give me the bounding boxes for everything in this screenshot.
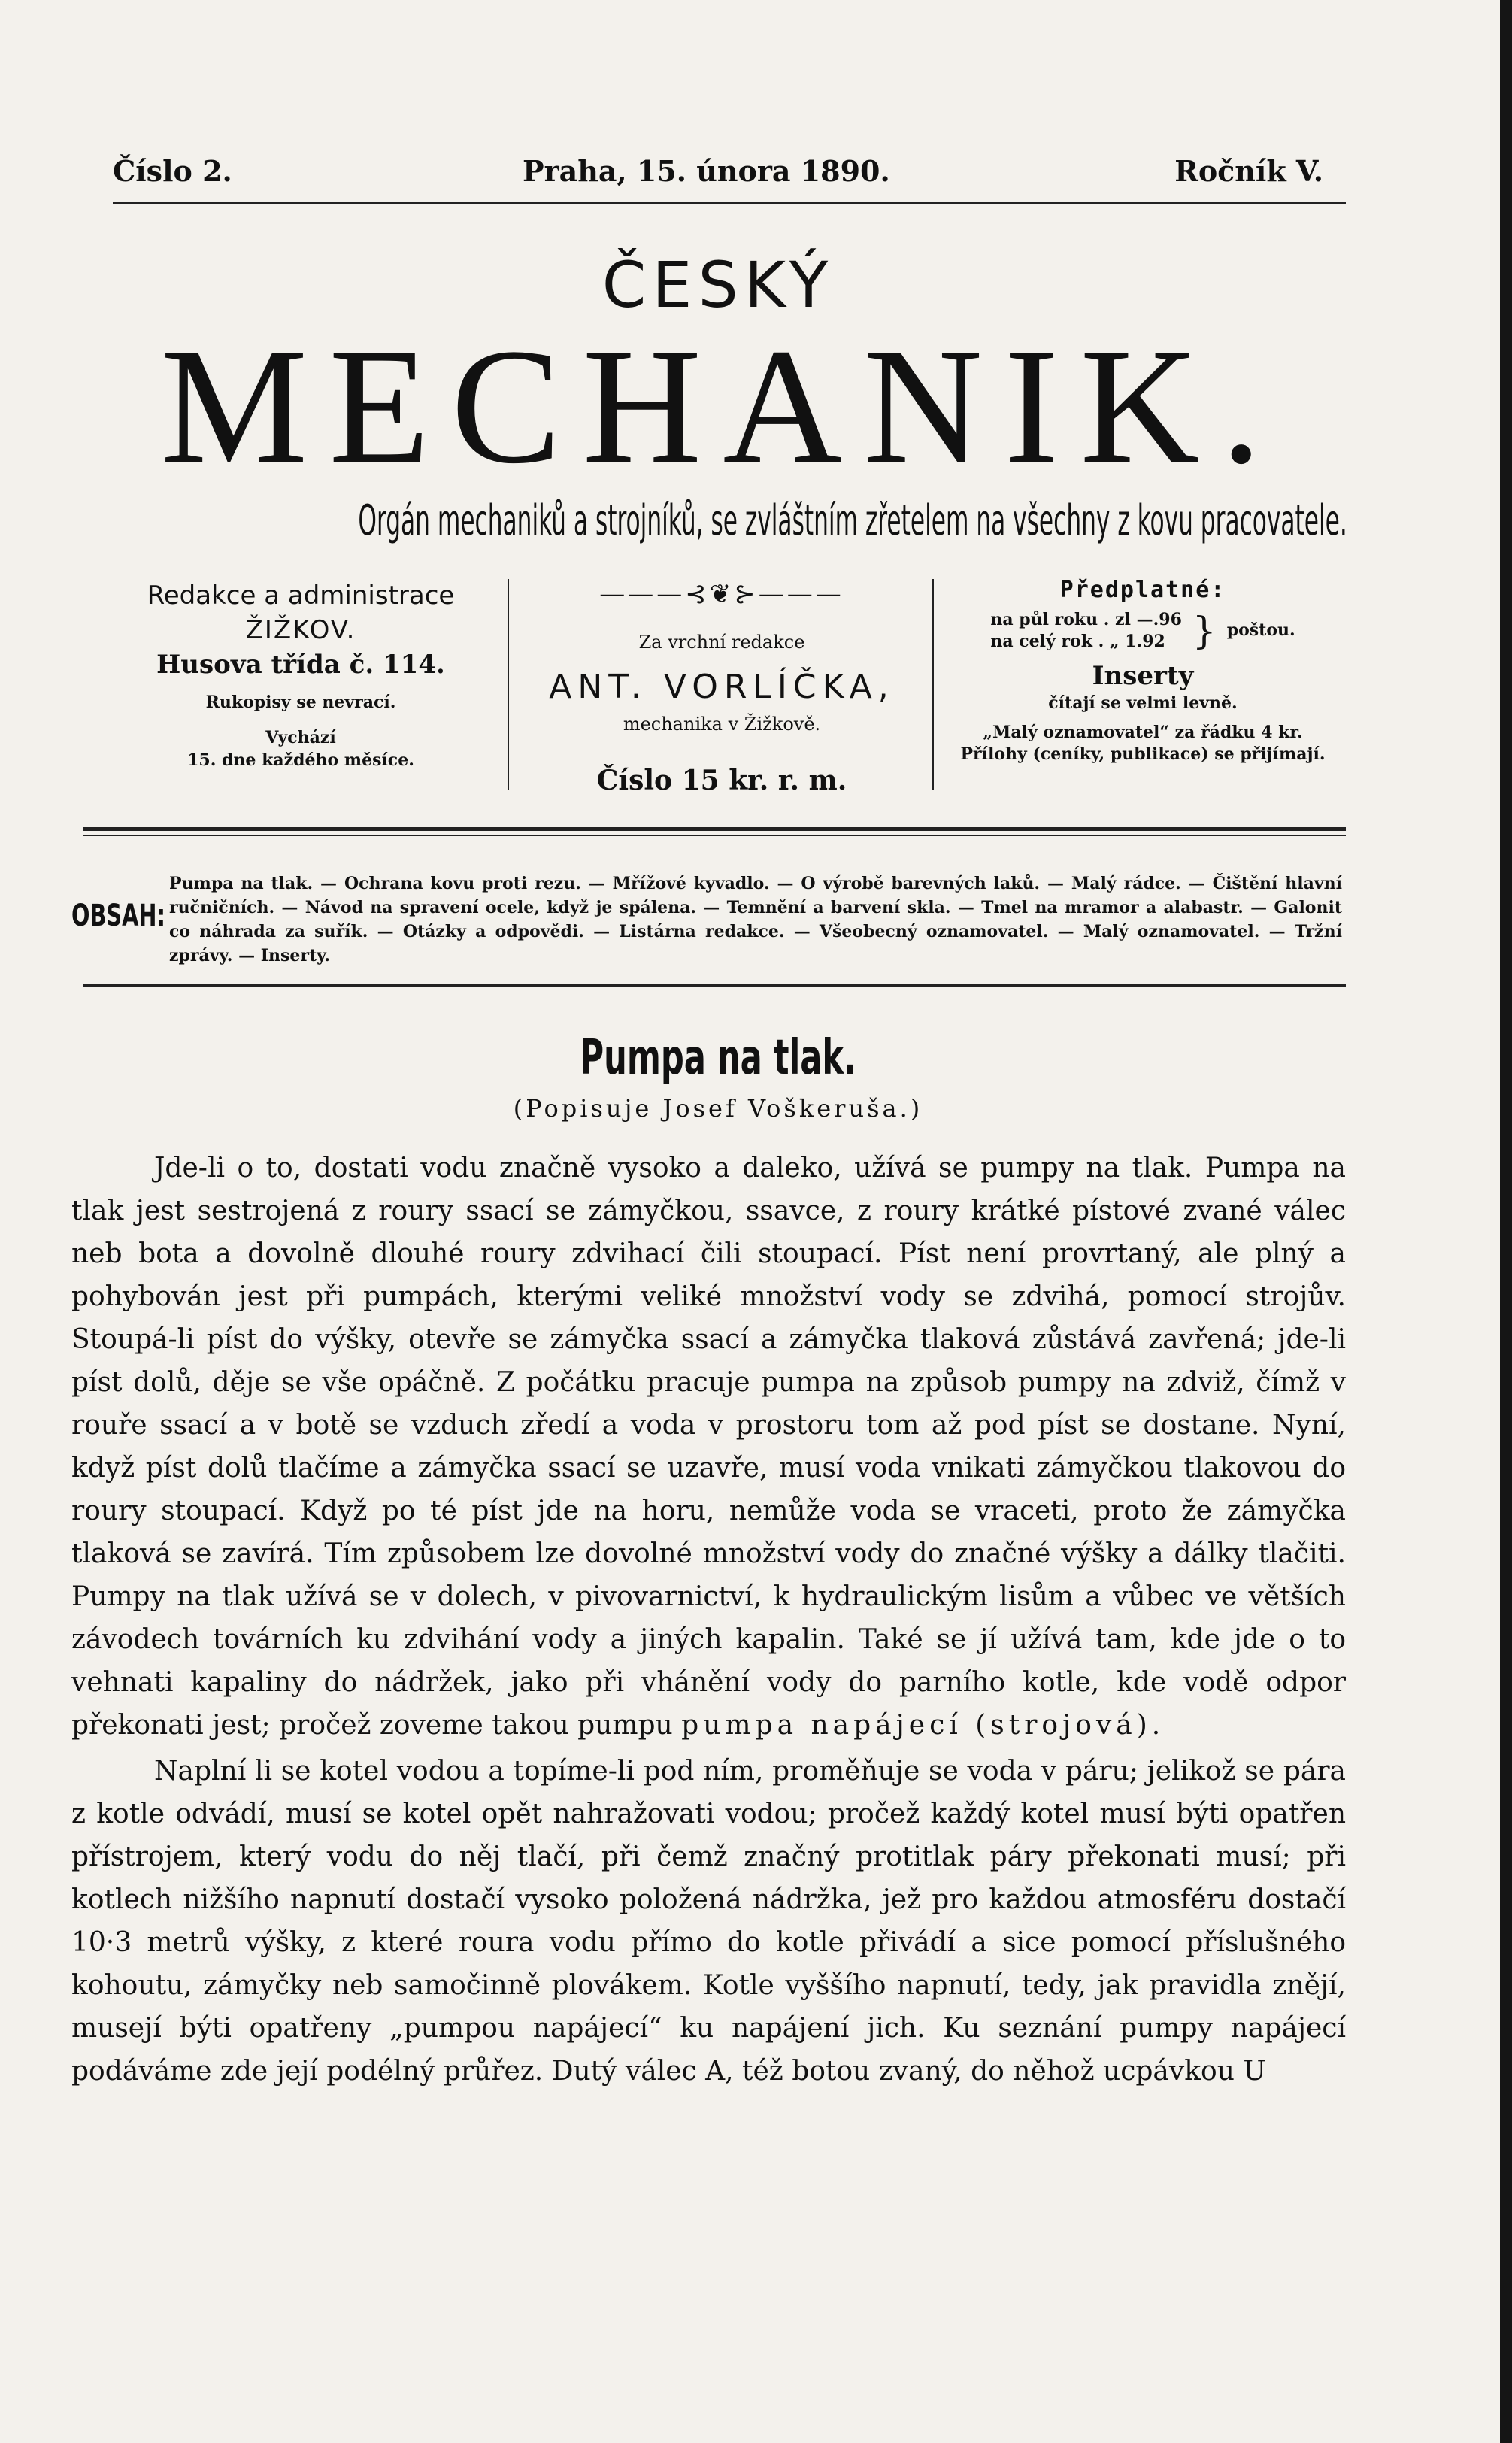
brace-icon: } — [1192, 608, 1217, 653]
header-rule — [113, 202, 1346, 204]
editor-line2: mechanika v Žižkově. — [623, 714, 821, 735]
article-body — [71, 1147, 1346, 2093]
editorial-line1: Redakce a administrace — [147, 580, 455, 611]
issue-price: Číslo 15 kr. r. m. — [596, 765, 847, 796]
scan-edge — [1500, 0, 1512, 2443]
editorial-published: Vychází — [265, 728, 336, 748]
inserts-line1: čítají se velmi levně. — [1048, 693, 1238, 714]
contents-text: Pumpa na tlak. — Ochrana kovu proti rezu. — Mřížové kyvadlo. — O výrobě barevných laků. — Malý rádce. — Čištění hlavní ručničních. — Návod na spravení ocele, když je spálena. — Temnění a barvení skla. — Tmel na mramor a alabastr. — Galonit co náhrada za suřík. — Otázky a odpovědi. — Listárna redakce. — Všeobecný oznamovatel. — Malý oznamovatel. — Tržní zprávy. — Inserty. — [169, 874, 1342, 965]
article-paragraph: Naplní li se kotel vodou a topíme-li pod ním, proměňuje se voda v páru; jelikož se pára z kotle odvádí, musí se kotel opět nahražovati vodou; pročež každý kotel musí býti opatřen přístrojem, který vodu do něj tlačí, při čemž značný protitlak páry překonati musí; při kotlech nižšího napnutí dostačí vysoko položená nádržka, jež pro každou atmosféru dostačí 10·3 metrů výšky, z které roura vodu přímo do kotle přivádí a sice pomocí příslušného kohoutu, zámyčky neb samočinně plovákem. Kotle vyššího napnutí, tedy, jak pravidla znějí, musejí býti opatřeny „pumpou napájecí“ ku napájení jich. Ku seznání pumpy napájecí podáváme zde její podélný průřez. Dutý válec A, též botou zvaný, do něhož ucpávkou U — [71, 1756, 1346, 2087]
editorial-schedule: 15. dne každého měsíce. — [187, 750, 414, 771]
inserts-heading: Inserty — [1092, 661, 1194, 692]
section-rule-top-thin — [83, 835, 1346, 836]
subscription-postage: poštou. — [1226, 620, 1295, 641]
masthead-subtitle: Orgán mechaniků a strojníků, se zvláštním zřetelem na všechny z kovu pracovatele. — [358, 496, 1347, 545]
ornament: ———⊰❦⊱——— — [599, 579, 844, 609]
article-author: (Popisuje Josef Voškeruša.) — [513, 1094, 923, 1123]
subscription-prices — [947, 609, 1338, 652]
editor-name: ANT. VORLÍČKA, — [549, 668, 895, 706]
section-rule-bottom — [83, 984, 1346, 987]
inserts-line3: Přílohy (ceníky, publikace) se přijímají. — [960, 744, 1326, 764]
issue-number: Číslo 2. — [113, 154, 232, 188]
contents-label: OBSAH: — [71, 899, 166, 933]
masthead-title-small: ČESKÝ — [601, 248, 835, 322]
column-divider-right — [932, 579, 934, 790]
editorial-note: Rukopisy se nevrací. — [205, 692, 396, 712]
article-paragraph: Jde-li o to, dostati vodu značně vysoko a daleko, užívá se pumpy na tlak. Pumpa na tlak jest sestrojená z roury ssací se zámyčkou, ssavce, z roury krátké pístové zvané válec neb bota a dovolně dlouhé roury zdvihací čili stoupací. Píst není provrtaný, ale plný a pohybován jest při pumpách, kterými veliké množství vody se zdvihá, pomocí strojův. Stoupá-li píst do výšky, otevře se zámyčka ssací a zámyčka tlaková zůstává zavřená; jde-li píst dolů, děje se vše opáčně. Z počátku pracuje pumpa na způsob pumpy na zdviž, čímž v rouře ssací a v botě se vzduch zředí a voda v prostoru tom až pod píst se dostane. Nyní, když píst dolů tlačíme a zámyčka ssací se uzavře, musí voda vnikati zámyčkou tlakovou do roury stoupací. Když po té píst jde na horu, nemůže voda se vraceti, proto že zámyčka tlaková se zavírá. Tím způsobem lze dovolné množství vody do značné výšky a dálky tlačiti. Pumpy na tlak užívá se v dolech, v pivovarnictví, k hydraulickým lisům a vůbec ve větších závodech továrních ku zdvihání vody a jiných kapalin. Také se jí užívá tam, kde jde o to vehnati kapaliny do nádržek, jako při vhánění vody do parního kotle, kde vodě odpor překonati jest; pročež zoveme takou pumpu pumpa napájecí (strojová). — [71, 1153, 1346, 1741]
editor-line1: Za vrchní redakce — [638, 632, 805, 653]
article-title: Pumpa na tlak. — [580, 1030, 856, 1086]
section-rule-top — [83, 827, 1346, 831]
subscription-half-year: na půl roku . zl —.96 — [990, 610, 1182, 629]
subscription-info — [947, 575, 1338, 765]
editor-info — [519, 579, 925, 796]
column-divider-left — [508, 579, 509, 790]
subscription-heading: Předplatné: — [1059, 577, 1226, 603]
editorial-line2: ŽIŽKOV. — [245, 614, 356, 645]
editorial-address: Husova třída č. 114. — [156, 649, 445, 680]
volume: Ročník V. — [1174, 154, 1323, 188]
subscription-full-year: na celý rok . „ 1.92 — [990, 631, 1165, 651]
masthead-title: MECHANIK. — [160, 314, 1283, 498]
issue-header — [113, 154, 1323, 199]
inserts-line2: „Malý oznamovatel“ za řádku 4 kr. — [983, 722, 1303, 742]
place-date: Praha, 15. února 1890. — [523, 154, 890, 188]
editorial-info — [113, 579, 489, 772]
